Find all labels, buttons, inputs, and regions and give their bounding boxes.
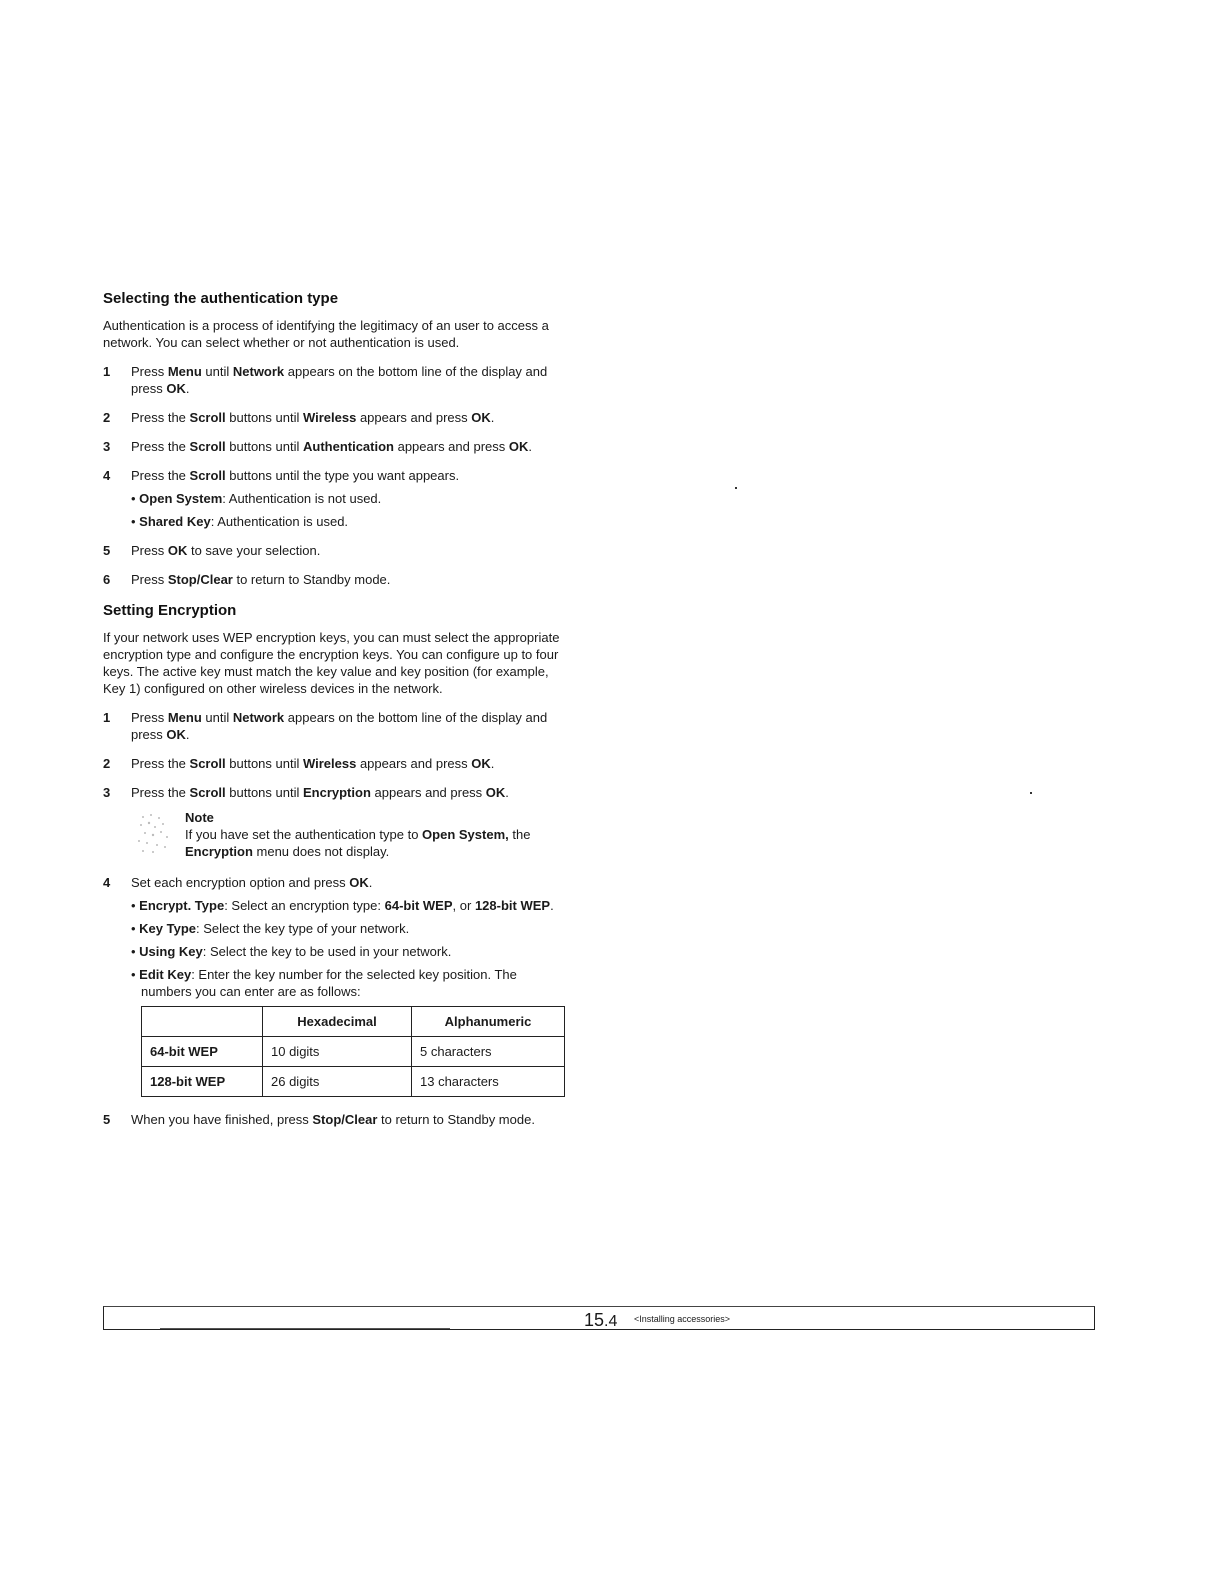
note-box: [131, 809, 563, 860]
table-cell: 13 characters: [412, 1067, 565, 1097]
enc-option-key-type: • Key Type: Select the key type of your network.: [131, 921, 410, 936]
auth-step-6: 6 Press Stop/Clear to return to Standby mode.: [103, 572, 391, 587]
note-icon: [133, 811, 173, 855]
footer-section-label: <Installing accessories>: [634, 1314, 731, 1324]
table-cell: 5 characters: [412, 1037, 565, 1067]
table-cell: 10 digits: [263, 1037, 412, 1067]
auth-option-shared-key: • Shared Key: Authentication is used.: [131, 514, 349, 529]
enc-option-edit-key: • Edit Key: Enter the key number for the selected key position. The numbers you can enter are as follows:: [131, 967, 517, 999]
auth-step-3: 3 Press the Scroll buttons until Authentication appears and press OK.: [103, 439, 533, 454]
table-cell: 64-bit WEP: [142, 1037, 263, 1067]
table-row: [142, 1067, 565, 1097]
enc-step-2: 2 Press the Scroll buttons until Wireless appears and press OK.: [103, 756, 495, 771]
table-header-cell: [142, 1007, 263, 1037]
auth-step-4: 4 Press the Scroll buttons until the type you want appears.: [103, 468, 460, 483]
auth-option-open-system: • Open System: Authentication is not used.: [131, 491, 382, 506]
heading-authentication: Selecting the authentication type: [103, 290, 339, 307]
main-column: [103, 290, 563, 1140]
table-cell: 128-bit WEP: [142, 1067, 263, 1097]
table-header-cell: Alphanumeric: [412, 1007, 565, 1037]
enc-option-encrypt-type: • Encrypt. Type: Select an encryption type: 64-bit WEP, or 128-bit WEP.: [131, 898, 554, 913]
table-header-row: [142, 1007, 565, 1037]
table-row: [142, 1037, 565, 1067]
scan-speck: [735, 487, 737, 489]
page-number: 15.4: [584, 1310, 618, 1330]
enc-step-5: 5 When you have finished, press Stop/Clear to return to Standby mode.: [103, 1112, 535, 1127]
key-length-table: [141, 1006, 565, 1097]
encryption-intro: If your network uses WEP encryption keys, you can must select the appropriate encryption type and configure the encryption keys. You can configure up to four keys. The active key must match the key value and key position (for example, Key 1) configured on other wireless devices in the network.: [103, 630, 560, 696]
footer-rule: [160, 1328, 450, 1329]
heading-encryption: Setting Encryption: [103, 602, 237, 619]
auth-step-1: 1 Press Menu until Network appears on the bottom line of the display and press OK.: [103, 364, 548, 396]
auth-step-2: 2 Press the Scroll buttons until Wireless appears and press OK.: [103, 410, 495, 425]
enc-step-4: 4 Set each encryption option and press OK.: [103, 875, 373, 890]
auth-step-5: 5 Press OK to save your selection.: [103, 543, 321, 558]
table-header-cell: Hexadecimal: [263, 1007, 412, 1037]
auth-intro: Authentication is a process of identifying the legitimacy of an user to access a network. You can select whether or not authentication is used.: [103, 318, 549, 350]
note-text: If you have set the authentication type to Open System, the Encryption menu does not display.: [185, 827, 531, 859]
note-title: Note: [185, 810, 214, 825]
scan-speck: [1030, 792, 1032, 794]
enc-step-1: 1 Press Menu until Network appears on the bottom line of the display and press OK.: [103, 710, 548, 742]
enc-option-using-key: • Using Key: Select the key to be used in your network.: [131, 944, 452, 959]
table-cell: 26 digits: [263, 1067, 412, 1097]
page-footer: [103, 1306, 1095, 1330]
enc-step-3: 3 Press the Scroll buttons until Encryption appears and press OK.: [103, 785, 509, 800]
